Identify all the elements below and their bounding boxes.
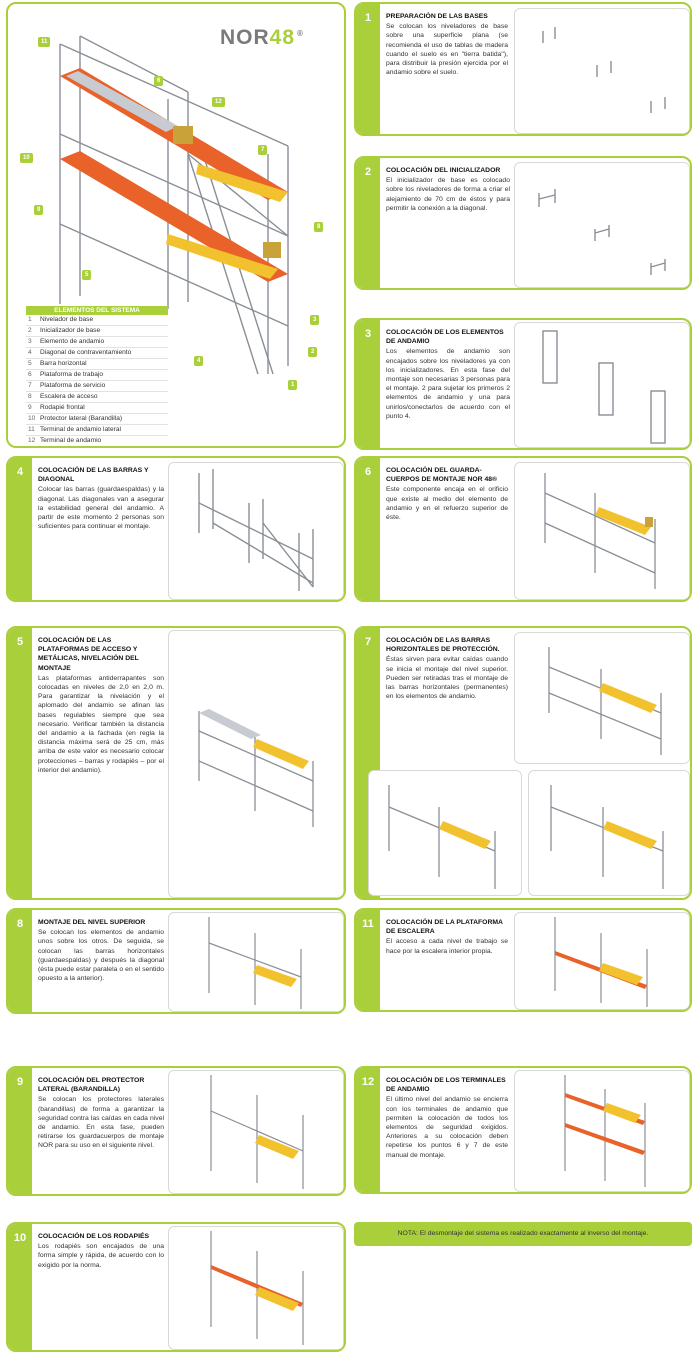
nor48-logo: NOR48 ® bbox=[220, 26, 304, 49]
step-card-2 bbox=[354, 156, 692, 290]
step-illustration bbox=[514, 1070, 690, 1192]
step-card-6 bbox=[354, 456, 692, 602]
step-illustration bbox=[514, 462, 690, 600]
step-title: COLOCACIÓN DEL INICIALIZADOR bbox=[386, 167, 501, 174]
legend-row: 5 Barra horizontal bbox=[26, 359, 168, 370]
callout-9: 9 bbox=[34, 205, 43, 215]
callout-8: 8 bbox=[314, 222, 323, 232]
legend-row: 4 Diagonal de contraventamiento bbox=[26, 348, 168, 359]
step-card-8 bbox=[6, 908, 346, 1014]
step-card-1 bbox=[354, 2, 692, 136]
legend-row: 11 Terminal de andamio lateral bbox=[26, 425, 168, 436]
step-card-10 bbox=[6, 1222, 346, 1352]
disassembly-note: NOTA: El desmontaje del sistema es realizado exactamente al inverso del montaje. bbox=[354, 1222, 692, 1246]
step-illustration bbox=[514, 322, 690, 448]
step-title: COLOCACIÓN DE LAS BARRAS HORIZONTALES DE PROTECCIÓN. bbox=[386, 637, 500, 654]
step-tab: 2 bbox=[356, 158, 380, 288]
system-elements-legend bbox=[26, 306, 168, 447]
step-illustration bbox=[514, 912, 690, 1010]
step-card-9 bbox=[6, 1066, 346, 1196]
step-body: Colocar las barras (guardaespaldas) y la diagonal. Las diagonales van a asegurar la estabilidad general del andamio. A partir de este momento 2 personas son suficientes para continuar el montaje. bbox=[38, 486, 164, 531]
step-tab: 10 bbox=[8, 1224, 32, 1350]
step-illustration bbox=[514, 632, 690, 764]
callout-2: 2 bbox=[308, 347, 317, 357]
step-illustration bbox=[168, 462, 344, 600]
step-text bbox=[386, 12, 508, 77]
legend-title: ELEMENTOS DEL SISTEMA bbox=[26, 306, 168, 315]
step-text bbox=[38, 466, 164, 531]
step-title: COLOCACIÓN DE LOS TERMINALES DE ANDAMIO bbox=[386, 1077, 506, 1094]
step-text bbox=[38, 1076, 164, 1151]
step-text bbox=[386, 1076, 508, 1160]
callout-5: 5 bbox=[82, 270, 91, 280]
system-overview-panel bbox=[6, 2, 346, 448]
step-tab: 1 bbox=[356, 4, 380, 134]
step-body: Se colocan los protectores laterales (barandillas) de forma a garantizar la seguridad contra las caídas en cada nivel de andamio. En esta fase, pueden retirarse los guardacuerpos de montaje NOR para su uso en el siguiente nivel. bbox=[38, 1096, 164, 1150]
step-tab: 7 bbox=[356, 628, 380, 898]
step-illustration bbox=[514, 162, 690, 288]
step-tab: 5 bbox=[8, 628, 32, 898]
callout-7: 7 bbox=[258, 145, 267, 155]
legend-row: 1 Nivelador de base bbox=[26, 315, 168, 326]
step-text bbox=[386, 328, 510, 421]
step-text bbox=[38, 1232, 164, 1270]
callout-3: 3 bbox=[310, 315, 319, 325]
callout-6: 6 bbox=[154, 76, 163, 86]
step-body: El acceso a cada nivel de trabajo se hace por la escalera interior propia. bbox=[386, 938, 508, 955]
legend-row: 6 Plataforma de trabajo bbox=[26, 370, 168, 381]
step-tab: 11 bbox=[356, 910, 380, 1010]
step-title: MONTAJE DEL NIVEL SUPERIOR bbox=[38, 919, 146, 926]
step-title: COLOCACIÓN DEL PROTECTOR LATERAL (BARANDILLA) bbox=[38, 1077, 145, 1094]
legend-row: 2 Inicializador de base bbox=[26, 326, 168, 337]
step-text bbox=[38, 918, 164, 983]
legend-row: 7 Plataforma de servicio bbox=[26, 381, 168, 392]
step-card-5 bbox=[6, 626, 346, 900]
step-card-12 bbox=[354, 1066, 692, 1194]
legend-row: 9 Rodapié frontal bbox=[26, 403, 168, 414]
step-illustration bbox=[514, 8, 690, 134]
legend-row: 3 Elemento de andamio bbox=[26, 337, 168, 348]
legend-row: 12 Terminal de andamio bbox=[26, 436, 168, 447]
callout-10: 10 bbox=[20, 153, 33, 163]
step-body: El último nivel del andamio se encierra con los terminales de andamio que permiten la colocación de todos los elementos de seguridad exigidos. Anteriores a su colocación deben repetirse los puntos 6 y 7 de este manual de montaje. bbox=[386, 1096, 508, 1159]
step-tab: 9 bbox=[8, 1068, 32, 1194]
step-title: COLOCACIÓN DE LOS ELEMENTOS DE ANDAMIO bbox=[386, 329, 504, 346]
step-tab: 6 bbox=[356, 458, 380, 600]
step-tab: 3 bbox=[356, 320, 380, 448]
step-body: Éstas sirven para evitar caídas cuando se inicia el montaje del nivel superior. Pueden ser retiradas tras el montaje de las barras horizontales (permanentes) en los elementos de andamio. bbox=[386, 656, 508, 701]
step-body: Se colocan los elementos de andamio unos sobre los otros. De seguida, se colocan las barras horizontales (guardaespaldas) y después la diagonal (ésta puede estar paralela o en el sentido opuesto a la anterior). bbox=[38, 929, 164, 983]
callout-4: 4 bbox=[194, 356, 203, 366]
step-card-11 bbox=[354, 908, 692, 1012]
legend-row: 10 Protector lateral (Barandilla) bbox=[26, 414, 168, 425]
step-illustration bbox=[168, 1226, 344, 1350]
legend-row: 8 Escalera de acceso bbox=[26, 392, 168, 403]
step-illustration bbox=[168, 912, 344, 1012]
step-title: PREPARACIÓN DE LAS BASES bbox=[386, 13, 488, 20]
step-text bbox=[386, 918, 508, 956]
step-body: Los elementos de andamio son encajados sobre los niveladores ya con los inicializadores. En esta fase del montaje son necesarias 3 personas para el montaje. 2 para sujetar los primeros 2 elementos de andamio y una para unirlos/conectarlos de acuerdo con el punto 4. bbox=[386, 348, 510, 420]
step-illustration bbox=[168, 1070, 344, 1194]
step-body: Este componente encaja en el orificio que existe al medio del elemento de andamio y en el refuerzo superior de éste. bbox=[386, 486, 508, 522]
step-illustration bbox=[528, 770, 690, 896]
step-title: COLOCACIÓN DE LOS RODAPIÉS bbox=[38, 1233, 150, 1240]
step-text bbox=[38, 636, 164, 775]
step-body: Se colocan los niveladores de base sobre una superficie plana (se recomienda el uso de tablas de madera cuando el suelo es en "tierra batida"), para distribuir la presión ejercida por el andamio sobre el suelo. bbox=[386, 23, 508, 77]
step-text bbox=[386, 466, 508, 522]
step-body: Los rodapiés son encajados de una forma simple y rápida, de acuerdo con lo exigido por la norma. bbox=[38, 1243, 164, 1269]
step-tab: 12 bbox=[356, 1068, 380, 1192]
step-body: El inicializador de base es colocado sobre los niveladores de forma a criar el alejamiento de 70 cm de éstos y para permitir la conexión a la diagonal. bbox=[386, 177, 510, 212]
step-title: COLOCACIÓN DE LAS PLATAFORMAS DE ACCESO Y METÁLICAS, NIVELACIÓN DEL MONTAJE bbox=[38, 637, 139, 672]
step-tab: 4 bbox=[8, 458, 32, 600]
step-title: COLOCACIÓN DE LA PLATAFORMA DE ESCALERA bbox=[386, 919, 503, 936]
callout-1: 1 bbox=[288, 380, 297, 390]
step-card-7 bbox=[354, 626, 692, 900]
step-card-4 bbox=[6, 456, 346, 602]
step-body: Las plataformas antiderrapantes son colocadas en niveles de 2,0 en 2,0 m. Para garantizar la nivelación y el aplomado del andamio se afinan las bases regulables siempre que sea necesario. Verificar también la distancia del andamio a la fachada (en regla la distancia máxima será de 25 cm, más arriba de este valor es necesario colocar protecciones – barras y rodapiés – por el interior del andamio). bbox=[38, 674, 164, 774]
step-text bbox=[386, 166, 510, 213]
step-illustration bbox=[368, 770, 522, 896]
step-text bbox=[386, 636, 508, 701]
step-title: COLOCACIÓN DEL GUARDA-CUERPOS DE MONTAJE NOR 48® bbox=[386, 467, 498, 484]
callout-12: 12 bbox=[212, 97, 225, 107]
step-illustration bbox=[168, 630, 344, 898]
callout-11: 11 bbox=[38, 37, 50, 47]
step-card-3 bbox=[354, 318, 692, 450]
step-tab: 8 bbox=[8, 910, 32, 1012]
step-title: COLOCACIÓN DE LAS BARRAS Y DIAGONAL bbox=[38, 467, 149, 484]
